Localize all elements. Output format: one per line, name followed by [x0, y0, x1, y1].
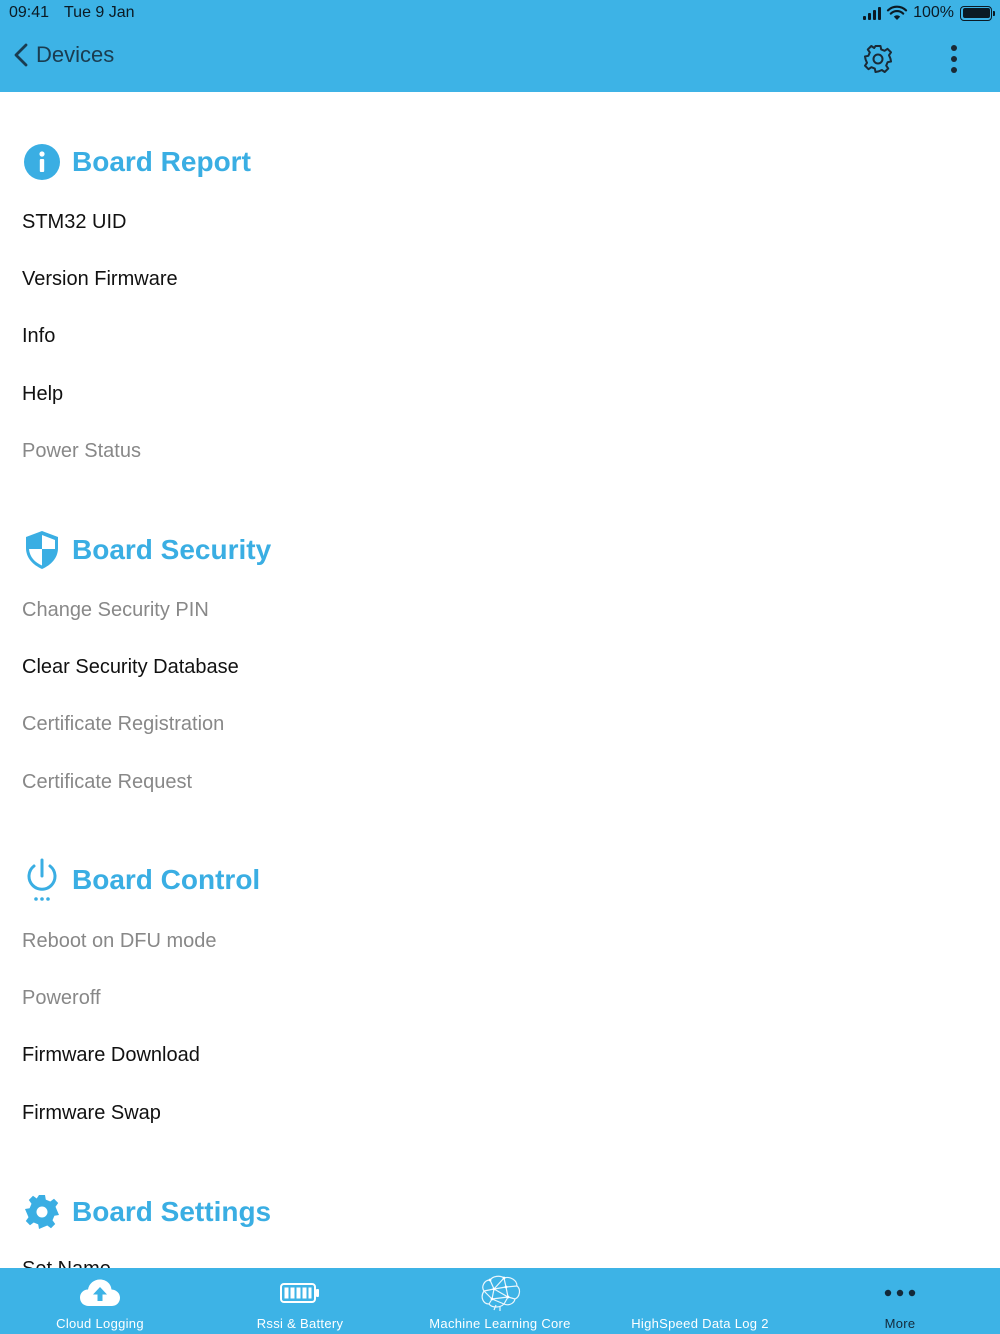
- navigation-bar: [0, 26, 1000, 92]
- cellular-signal-icon: [863, 7, 881, 20]
- shield-icon: [24, 530, 60, 570]
- section-board-settings: [22, 1192, 271, 1232]
- section-title: Board Security: [72, 534, 272, 565]
- section-title: Board Control: [72, 864, 261, 895]
- section-title: Board Report: [72, 146, 251, 177]
- tab-machine-learning-core[interactable]: [400, 1268, 600, 1334]
- tab-label: More: [884, 1316, 916, 1331]
- status-indicators: [863, 4, 992, 22]
- section-board-control: [22, 860, 260, 900]
- chevron-left-icon: [14, 43, 28, 67]
- wifi-icon: [887, 6, 907, 21]
- gear-icon: [23, 1193, 61, 1231]
- settings-button[interactable]: [862, 43, 894, 75]
- cloud-upload-icon: [79, 1278, 121, 1308]
- tab-label: Rssi & Battery: [256, 1316, 344, 1331]
- menu-item-info[interactable]: Info: [22, 325, 56, 347]
- menu-item-change-security-pin: Change Security PIN: [22, 599, 209, 621]
- menu-item-stm32-uid[interactable]: STM32 UID: [22, 211, 127, 233]
- menu-item-clear-security-database[interactable]: Clear Security Database: [22, 656, 239, 678]
- tab-bar: [0, 1268, 1000, 1334]
- info-icon: [23, 143, 61, 181]
- ellipsis-icon: [884, 1289, 916, 1297]
- board-menu-list: [0, 92, 1000, 1268]
- status-date: Tue 9 Jan: [64, 4, 135, 21]
- menu-item-reboot-dfu: Reboot on DFU mode: [22, 930, 217, 952]
- menu-item-firmware-download[interactable]: Firmware Download: [22, 1044, 200, 1066]
- back-label: Devices: [36, 42, 115, 67]
- status-time: 09:41: [9, 4, 50, 21]
- tab-highspeed-data-log-2[interactable]: [600, 1268, 800, 1334]
- tab-label: HighSpeed Data Log 2: [631, 1316, 769, 1331]
- tab-label: Cloud Logging: [56, 1316, 144, 1331]
- gear-icon: [862, 43, 894, 75]
- menu-item-certificate-registration: Certificate Registration: [22, 713, 225, 735]
- section-board-report: [22, 142, 251, 182]
- status-bar: [0, 0, 1000, 26]
- battery-percent: 100%: [913, 4, 954, 21]
- menu-item-certificate-request: Certificate Request: [22, 771, 193, 793]
- menu-item-firmware-swap[interactable]: Firmware Swap: [22, 1102, 161, 1124]
- section-title: Board Settings: [72, 1196, 272, 1227]
- tab-rssi-battery[interactable]: [200, 1268, 400, 1334]
- battery-icon: [960, 6, 992, 21]
- more-vertical-icon[interactable]: [944, 43, 964, 75]
- battery-icon: [280, 1283, 320, 1303]
- menu-item-poweroff: Poweroff: [22, 987, 101, 1009]
- tab-label: Machine Learning Core: [429, 1316, 571, 1331]
- back-button[interactable]: [14, 42, 114, 68]
- power-icon: [23, 858, 61, 902]
- brain-icon: [478, 1275, 522, 1311]
- menu-item-help[interactable]: Help: [22, 383, 64, 405]
- menu-item-power-status: Power Status: [22, 440, 141, 462]
- menu-item-version-firmware[interactable]: Version Firmware: [22, 268, 178, 290]
- tab-cloud-logging[interactable]: [0, 1268, 200, 1334]
- tab-more[interactable]: [800, 1268, 1000, 1334]
- section-board-security: [22, 530, 271, 570]
